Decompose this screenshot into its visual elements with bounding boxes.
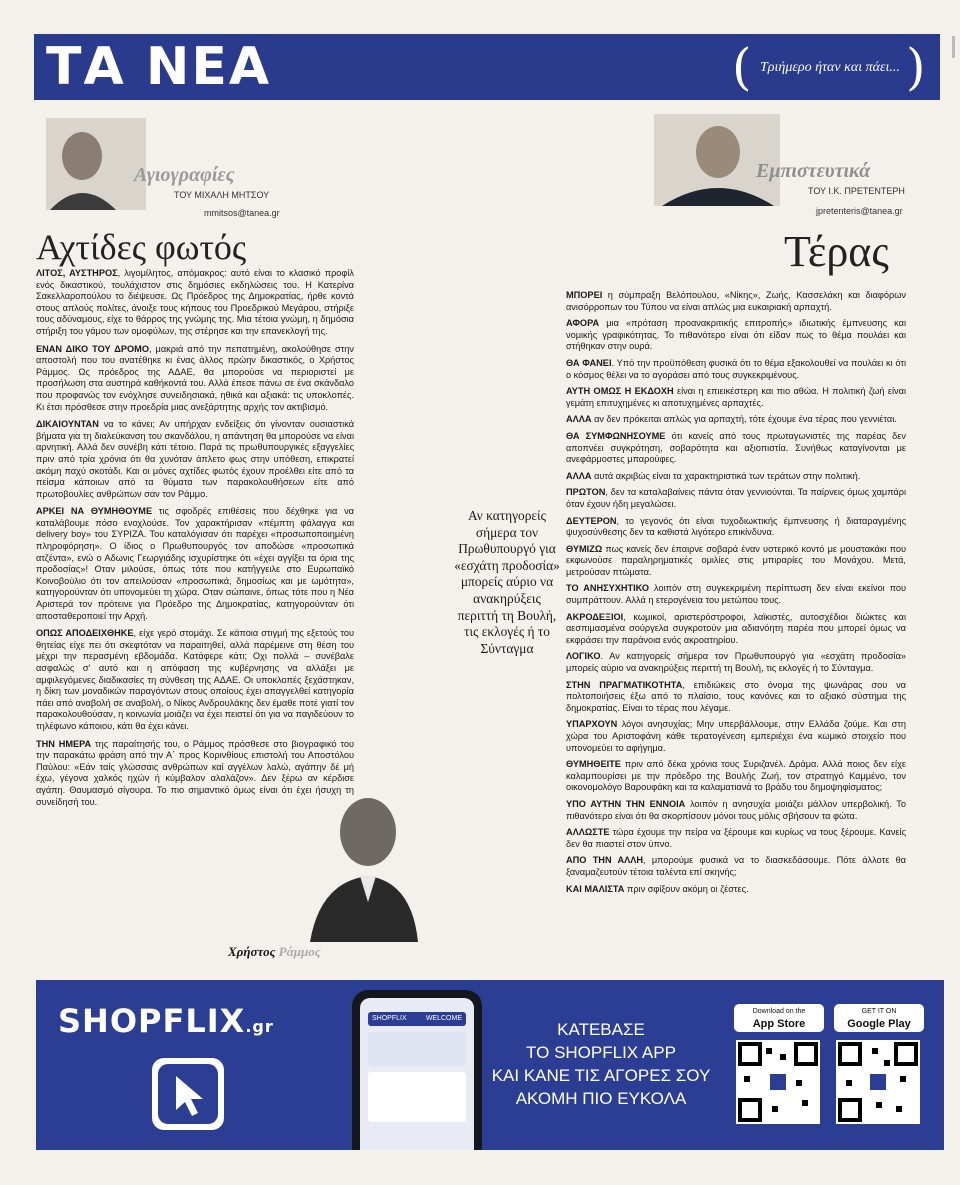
paragraph-lead: ΛΟΓΙΚΟ [566,651,601,662]
paragraph-text: , επιδιώκεις στο όνομα της ψωνάρας σου να πολτοποιήσεις έξω από το πλαίσιο, τους κανόνες και το αξιακό σύστημα της δημοκρατίας. Είναι το τέρας που λέγαμε. [566,679,906,713]
paragraph-lead: ΘΑ ΦΑΝΕΙ [566,357,612,368]
phone-list [368,1072,466,1122]
tagline-paren-right: ) [906,38,926,96]
article-paragraph [566,516,906,539]
article-paragraph [566,759,906,794]
paragraph-text: , δεν τα καταλαβαίνεις πάντα όταν γεννιούνται. Τα παίρνεις όμως χαμπάρι όταν έχουν ήδη μεγαλώσει. [566,487,906,509]
article-paragraph [566,431,906,466]
paragraph-text: λόγοι ανησυχίας; Μην υπερβάλλουμε, στην Ελλάδα ζούμε. Και στη χώρα του Αριστοφάνη κάθε τερατογένεση εμπεριέχει ένα κωμικό στοιχείο που υπονομεύει το αφήγημα. [566,719,906,753]
app-store-small: Download on the [752,1008,806,1015]
photo-caption [228,944,321,960]
paragraph-lead: ΕΝΑΝ ΔΙΚΟ ΤΟΥ ΔΡΟΜΟ [36,343,149,354]
paragraph-lead: ΑΛΛΑ [566,470,592,481]
pull-quote: Αν κατηγορείς σήμερα τον Πρωθυπουργό για «εσχάτη προδοσία» μπορείς αύριο να ανακηρύξεις περιττή τη Βουλή, τις εκλογές ή το Σύνταγμα [454,508,560,656]
article-paragraph [566,651,906,674]
paragraph-lead: ΘΑ ΣΥΜΦΩΝΗΣΟΥΜΕ [566,430,666,441]
left-article-body [36,268,354,814]
paragraph-text: λοιπόν η ανησυχία μοιάζει μάλλον υπερβολική. Το πιθανότερο είναι ότι θα σκορπίσουν μόνοι τους μόλις σβήσουν τα φώτα. [566,798,906,821]
article-paragraph [566,358,906,381]
paragraph-lead: ΚΑΙ ΜΑΛΙΣΤΑ [566,883,625,894]
column-name: Αγιογραφίες [134,164,235,186]
author-email[interactable]: jpretenteris@tanea.gr [816,206,903,216]
paragraph-text: λοιπόν στη συγκεκριμένη περίπτωση δεν είναι εκείνοι που συμπράττουν. Αλλά η ετερογένεια του μετώπου τους. [566,583,906,606]
ad-line-3: ΚΑΙ ΚΑΝΕ ΤΙΣ ΑΓΟΡΕΣ ΣΟΥ [491,1066,711,1085]
person-photo-icon [300,790,418,942]
column-name: Εμπιστευτικά [756,160,871,182]
phone-banner [368,1032,466,1066]
ad-logo [58,1002,274,1040]
article-paragraph [566,471,906,483]
paragraph-lead: ΑΚΡΟΔΕΞΙΟΙ [566,611,624,622]
paragraph-text: , το γεγονός ότι είναι τυχοδιωκτικής έμπνευσης ή διαταραγμένης ψυχοσύνθεσης δεν τα καθιστά λιγότερο επικίνδυνα. [566,515,906,538]
paragraph-text: αυτά ακριβώς είναι τα χαρακτηριστικά των τεράτων στην πολιτική. [591,470,861,481]
qr-code-android[interactable] [836,1040,920,1124]
caption-first-name: Χρήστος [228,944,276,959]
paragraph-text: είναι η επιεικέστερη και πιο αθώα. Η πολιτική ζωή είναι γεμάτη επιτυχημένες κι αποτυχημένες αρπαχτές. [566,386,907,408]
paragraph-text: τώρα έχουμε την πείρα να ξέρουμε και κυρίως να τους ξέρουμε. Κανείς δεν θα πιαστεί στον ύπνο. [566,827,906,849]
article-paragraph [566,719,906,754]
paragraph-text: . Αν κατηγορείς σήμερα τον Πρωθυπουργό για «εσχάτη προδοσία» μπορείς αύριο να ανακηρύξεις περιττή τη Βουλή, τις εκλογές ή το Σύνταγμα. [566,651,906,674]
byline: ΤΟΥ Ι.Κ. ΠΡΕΤΕΝΤΕΡΗ [808,186,905,196]
byline: ΤΟΥ ΜΙΧΑΛΗ ΜΗΤΣΟΥ [174,190,270,200]
ad-headline [470,1018,732,1110]
ad-line-2: ΤΟ SHOPFLIX APP [526,1043,676,1062]
article-paragraph [36,628,354,732]
paragraph-lead: ΤΟ ΑΝΗΣΥΧΗΤΙΚΟ [566,583,650,594]
paragraph-text: , μακριά από την πεπατημένη, ακολούθησε στην αποστολή που του ανατέθηκε κι ένας άλλος πρώην δικαστικός, ο Χρήστος Ράμμος. Ως πρόεδρος της ΑΔΑΕ, θα μπορούσε να περιοριστεί με προσήλωση στα αυστηρά καθήκοντά του. Αλλά έπεσε πάνω σε ένα σκάνδαλο που προφανώς τον ενόχλησε συνειδησιακά, ηθικά και αξιακά: τις υποκλοπές. Κι έτσι πρόσθεσε στην προεδρία μιας ανεξάρτητης αρχής τον ακτιβισμό. [36,343,354,412]
right-article-body [566,290,906,900]
paragraph-text: ότι κανείς από τους πρωταγωνιστές της παρέας δεν αποπνέει συγκρότηση, σοβαρότητα και αξιοπιστία. Συνήθως καταγίνονται με ανεφάρμοστες μπαρούφες. [566,430,906,465]
paragraph-lead: ΤΗΝ ΗΜΕΡΑ [36,738,92,749]
article-paragraph [566,318,906,353]
paragraph-text: η σύμπραξη Βελόπουλου, «Νίκης», Ζωής, Κασσελάκη και διαφόρων ανισόρροπων του Τύπου να είναι απλώς μια ευκαιριακή αρπαχτή. [566,290,906,312]
qr-code-ios[interactable] [736,1040,820,1124]
paragraph-text: αν δεν πρόκειται απλώς για αρπαχτή, τότε έχουμε ένα τέρας που γεννιέται. [591,414,897,425]
paragraph-text: πως κανείς δεν έπαιρνε σοβαρά έναν υστερικό κοντό με μουστακάκι που εκφωνούσε παραληρηματικές ομιλίες στις μπιραρίες του Μονάχου. Μετά, μετρούσαν πτώματα. [566,543,906,577]
google-play-small: GET IT ON [861,1008,897,1015]
ad-line-4: ΑΚΟΜΗ ΠΙΟ ΕΥΚΟΛΑ [515,1089,687,1108]
ad-logo-suffix: .gr [245,1017,274,1036]
newspaper-title: ΤΑ ΝΕΑ [46,37,272,97]
author-email[interactable]: mmitsos@tanea.gr [204,208,280,218]
paragraph-lead: ΑΛΛΩΣΤΕ [566,827,610,838]
cursor-icon [152,1058,224,1130]
qr-code-icon [736,1040,820,1124]
paragraph-lead: ΘΥΜΙΖΩ [566,543,603,554]
article-paragraph [36,419,354,500]
paragraph-lead: ΥΠΟ ΑΥΤΗΝ ΤΗΝ ΕΝΝΟΙΑ [566,798,686,809]
article-paragraph [36,506,354,622]
google-play-badge[interactable] [834,1004,924,1032]
paragraph-text: , λιγομίλητος, απόμακρος: αυτό είναι το κλασικό προφίλ ενός δικαστικού, τουλάχιστον στις δημόσιες εκδηλώσεις του. Η Κατερίνα Σακελλαροπούλου το διέψευσε. Ως Πρόεδρος της Δημοκρατίας, ήρθε κοντά στους απλούς πολίτες, άνοιξε τους κήπους του Προεδρικού Μεγάρου, στήριξε τους αδύναμους, είχε το θάρρος της γνώμης της. Μια τέτοια γνώμη, η δημόσια στήριξη του γάμου των ομοφύλων, της στέρησε και την επανεκλογή της. [36,268,355,336]
paragraph-text: πριν σφίξουν ακόμη οι ζέστες. [624,883,749,894]
app-store-label: App Store [752,1018,806,1030]
paragraph-text: μια «πρόταση προανακριτικής επιτροπής» ιδιωτικής έμπνευσης και νομικής γραφικότητας. Το πιθανότερο είναι ότι είδαν πως το θέμα πουλάει και στήθηκαν στην ουρά. [566,318,906,352]
paragraph-lead: ΜΠΟΡΕΙ [566,290,603,300]
article-headline: Τέρας [784,227,889,276]
tagline-paren-left: ( [732,38,752,96]
paragraph-text: τις σφοδρές επιθέσεις που δέχθηκε για να καταλάβουμε πόσο ενοχλούσε. Τον χαρακτήρισαν «πέμπτη φάλαγγα και delivery boy» του ΣΥΡΙΖΑ. Του καταλόγισαν ότι παρέχει «προσωποποιημένη πληροφόρηση». Ο ίδιος ο Πρωθυπουργός τον αποδώσε «προσωπικά ατζέντα», ενώ ο Αδωνις Γεωργιάδης ισχυρίστηκε ότι «έχει αγγίξει τα όρια της προδοσίας»! Οταν μιλούσε, όπως τότε που κατήγγειλε στο Ευρωπαϊκό Κοινοβούλιο ότι τον απειλούσαν «προσωπικά, δημοσίως και με ωμότητα», κατηγορούνταν ότι υπονομεύει τη χώρα. Οταν σώπαινε, όπως τότε που η Νέα Αριστερά τον πρότεινε για Πρόεδρο της Δημοκρατίας, κατηγορούνταν ότι αποσταθεροποιεί την Αρχή. [36,506,354,621]
ad-logo-text: SHOPFLIX [58,1002,246,1040]
article-paragraph [566,612,906,647]
portrait-figure-icon [46,118,146,210]
article-paragraph [566,290,906,313]
paragraph-lead: ΑΠΟ ΤΗΝ ΑΛΛΗ [566,855,644,866]
paragraph-lead: ΑΛΛΑ [566,414,592,425]
caption-last-name: Ράμμος [278,944,321,959]
article-paragraph [566,855,906,878]
article-paragraph [566,487,906,510]
page-edge-mark [952,36,955,58]
phone-screen [360,998,474,1150]
article-paragraph [566,799,906,822]
paragraph-lead: ΘΥΜΗΘΕΙΤΕ [566,759,621,770]
paragraph-lead: ΥΠΑΡΧΟΥΝ [566,719,618,730]
article-paragraph [566,544,906,579]
paragraph-lead: ΣΤΗΝ ΠΡΑΓΜΑΤΙΚΟΤΗΤΑ [566,679,683,690]
paragraph-lead: ΔΙΚΑΙΟΥΝΤΑΝ [36,419,99,430]
article-paragraph [566,884,906,896]
ad-line-1: ΚΑΤΕΒΑΣΕ [557,1020,645,1039]
article-paragraph [566,827,906,850]
paragraph-lead: ΟΠΩΣ ΑΠΟΔΕΙΧΘΗΚΕ [36,628,134,639]
app-icon [152,1058,224,1130]
paragraph-text: . Υπό την προϋπόθεση φυσικά ότι το θέμα εξακολουθεί να πουλάει κι ότι ο κόσμος θέλει να το αγοράσει από τους συγκεκριμένους. [566,357,906,380]
paragraph-text: , είχε γερό στομάχι. Σε κάποια στιγμή της εξετούς του θητείας είχε πει ότι σκεφτόταν να παραιτηθεί, αλλά παρέμεινε στη θέση του μέχρι την περασμένη εβδομάδα. Κατάφερε κάτι; Οχι πολλά – συνέβαλε ασφαλώς σ' αυτό και η απόφαση της κυβέρνησης να αλλάξει με αμφιλεγόμενες διαδικασίες τη σύνθεση της ΑΔΑΕ. Οι υποκλοπές ξεχάστηκαν, η δίκη των μοναδικών παραγόντων στους οποίους έχει απαγγελθεί κατηγορία πάει από αναβολή σε αναβολή, ο Νίκος Ανδρουλάκης δεν έμαθε ποτέ γιατί τον παρακολουθούσαν, η κοινωνία μοιάζει να έχει πειστεί ότι για να παγιδεύουν το τηλέφωνο κάποιου, κάτι θα έχει κάνει. [36,628,355,731]
paragraph-lead: ΔΕΥΤΕΡΟΝ [566,515,617,526]
article-paragraph [566,680,906,715]
paragraph-text: , κωμικοί, αριστερόστροφοι, λαϊκιστές, αυτοσχέδιοι διώκτες και αεσπιμασμένα σούργελα συγκροτούν μια αδιανόητη παρέα που μπορεί όμως να εκφράσει την παράνοια ενός ακροατηρίου. [566,611,906,645]
article-paragraph [36,268,354,338]
phone-brand: SHOPFLIX [372,1015,407,1022]
app-store-badge[interactable] [734,1004,824,1032]
article-paragraph [566,583,906,606]
article-paragraph [36,344,354,414]
paragraph-text: , μπορούμε φυσικά να το διασκεδάσουμε. Πότε άλλοτε θα ξαναμαζευτούν τέτοια ταλέντα επί σκηνής; [566,855,906,877]
google-play-label: Google Play [847,1018,911,1030]
phone-welcome: WELCOME [425,1015,462,1022]
article-headline: Αχτίδες φωτός [36,227,247,267]
paragraph-lead: ΑΡΚΕΙ ΝΑ ΘΥΜΗΘΟΥΜΕ [36,506,153,517]
article-paragraph [566,414,906,426]
masthead-tagline: Τριήμερο ήταν και πάει... [760,60,900,75]
phone-app-header [368,1012,466,1026]
paragraph-lead: ΑΦΟΡΑ [566,318,600,329]
subject-photo [300,790,418,942]
paragraph-lead: ΠΡΩΤΟΝ [566,487,606,498]
paragraph-lead: ΑΥΤΗ ΟΜΩΣ Η ΕΚΔΟΧΗ [566,386,674,397]
paragraph-text: της παραίτησής του, ο Ράμμος πρόσθεσε στο βιογραφικό του την παρακάτω φράση από την Α΄ προς Κορινθίους επιστολή του Αποστόλου Παύλου: «Εάν ταίς γλώσσαις ανθρώπων καί αγγέλων λαλώ, αγάπην δέ μή έχω, γέγονα χαλκός ηχών ή κύμβαλον αλαλάζον». Δεν ξέρω αν κέρδισε αγάπη. Θαυμασμό σίγουρα. Το πιο σημαντικό όμως είναι ότι έχει ήσυχη τη συνείδησή του. [36,738,354,807]
author-portrait [46,118,146,210]
qr-code-icon [836,1040,920,1124]
paragraph-lead: ΛΙΤΟΣ, ΑΥΣΤΗΡΟΣ [36,268,118,278]
paragraph-text: να το κάνει; Αν υπήρχαν ενδείξεις ότι γίνονταν ουσιαστικά βήματα για τη διαλεύκανση του σκανδάλου, η απάντηση θα μπορούσε να είναι αρνητική. Αλλά δεν συνέβη κάτι τέτοιο. Παρά τις πρωθυπουργικές εξαγγελίες πριν από τρία χρόνια ότι θα χυνόταν άπλετο φως στην υπόθεση, επικρατεί ακόμη παχύ σκοτάδι. Και οι μόνες αχτίδες φωτός έχουν προέλθει είτε από τα πείσμα κάποιων από τα θύματα των παρακολουθήσεων είτε από πρωτοβουλίες ανθρώπων σαν τον Ράμμο. [36,419,354,499]
paragraph-text: πριν από δέκα χρόνια τους Συριζανέλ. Δράμα. Αλλά ποιος δεν είχε καλαμπουρίσει με την πρόεδρο της Βουλής Ζωή, τον στρατηγό Καμμένο, τον οικονομολόγο Βαρουφάκη και τα καλαματιανά το βράδυ του δημοψηφίσματος; [566,759,906,793]
article-paragraph [566,386,906,409]
